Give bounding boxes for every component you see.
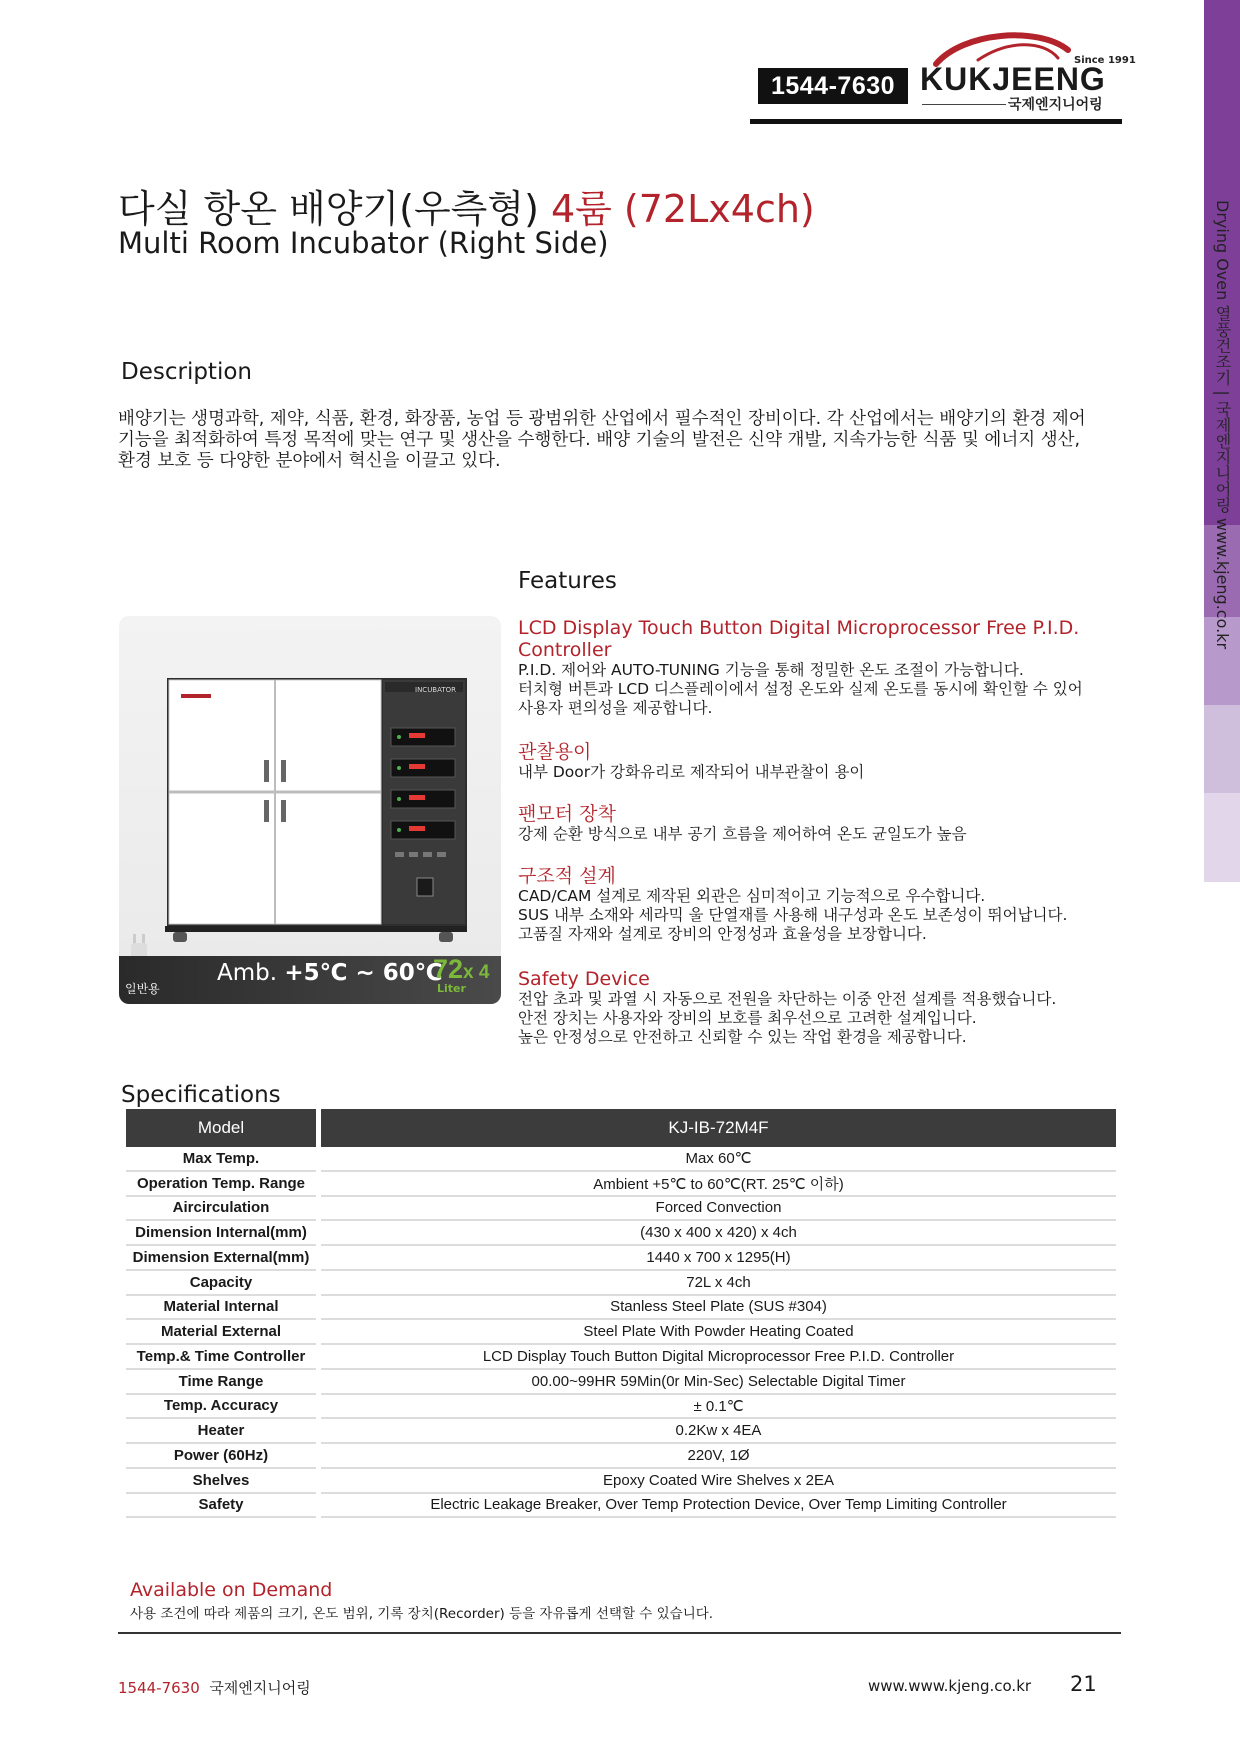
feature-item [518, 803, 1118, 844]
specifications-heading: Specifications [121, 1082, 281, 1108]
table-row [126, 1369, 1116, 1394]
product-image [119, 616, 501, 1004]
feature-item [518, 617, 1118, 718]
logo-subtitle: 국제엔지니어링 [1008, 97, 1103, 113]
spec-label: Time Range [126, 1369, 316, 1394]
side-tab-segment [1204, 705, 1240, 793]
title-ko-accent: 4룸 (72Lx4ch) [550, 187, 815, 231]
feature-line: P.I.D. 제어와 AUTO-TUNING 기능을 통해 정밀한 온도 조절이 가능합니다. [518, 661, 1024, 679]
feature-title: Safety Device [518, 968, 650, 990]
table-row [126, 1468, 1116, 1493]
table-row [126, 1319, 1116, 1344]
table-row [126, 1147, 1116, 1171]
feature-line: 사용자 편의성을 제공합니다. [518, 699, 713, 717]
spec-value: 1440 x 700 x 1295(H) [321, 1245, 1116, 1270]
capacity-mult: x 4 [463, 962, 490, 983]
spec-value: Electric Leakage Breaker, Over Temp Protection Device, Over Temp Limiting Controller [321, 1493, 1116, 1518]
amb-value: +5℃ ~ 60℃ [284, 960, 443, 986]
footer-url[interactable]: www.www.kjeng.co.kr [868, 1677, 1032, 1695]
feature-line: 높은 안정성으로 안전하고 신뢰할 수 있는 작업 환경을 제공합니다. [518, 1028, 967, 1046]
feature-line: 강제 순환 방식으로 내부 공기 흐름을 제어하여 온도 균일도가 높음 [518, 825, 967, 843]
feature-title: 구조적 설계 [518, 865, 616, 887]
panel-label: INCUBATOR [415, 686, 457, 694]
badge-general-use: 일반용 [125, 982, 160, 996]
page-number: 21 [1070, 1672, 1097, 1696]
feature-title: 팬모터 장착 [518, 803, 616, 825]
side-tab-text: Drying Oven 열풍건조기 | 국제엔지니어링 www.kjeng.co.kr [1213, 200, 1232, 650]
footer-company: 국제엔지니어링 [209, 1679, 311, 1697]
spec-value: Steel Plate With Powder Heating Coated [321, 1319, 1116, 1344]
logo-since: Since 1991 [1074, 55, 1136, 66]
feature-title: LCD Display Touch Button Digital Microprocessor Free P.I.D. [518, 617, 1080, 639]
spec-value: 00.00~99HR 59Min(0r Min-Sec) Selectable Digital Timer [321, 1369, 1116, 1394]
spec-label: Material Internal [126, 1295, 316, 1320]
page-title-en: Multi Room Incubator (Right Side) [118, 226, 609, 260]
footer-phone: 1544-7630 [118, 1679, 200, 1697]
spec-label: Safety [126, 1493, 316, 1518]
spec-label: Dimension Internal(mm) [126, 1220, 316, 1245]
table-row [126, 1270, 1116, 1295]
spec-value: Max 60℃ [321, 1147, 1116, 1171]
spec-label: Max Temp. [126, 1147, 316, 1171]
amb-prefix: Amb. [217, 960, 285, 986]
description-line: 기능을 최적화하여 특정 목적에 맞는 연구 및 생산을 수행한다. 배양 기술의 발전은 신약 개발, 지속가능한 식품 및 에너지 생산, [118, 430, 1081, 450]
available-title: Available on Demand [130, 1579, 333, 1601]
header-phone: 1544-7630 [758, 68, 908, 104]
table-row [126, 1344, 1116, 1369]
spec-header-row [126, 1109, 1116, 1147]
footer-contact [118, 1677, 311, 1698]
feature-line: 터치형 버튼과 LCD 디스플레이에서 설정 온도와 실제 온도를 동시에 확인할 수 있어 [518, 680, 1083, 698]
spec-value: Epoxy Coated Wire Shelves x 2EA [321, 1468, 1116, 1493]
logo-wordmark: KUKJEENG [920, 61, 1106, 97]
feature-line: CAD/CAM 설계로 제작된 외관은 심미적이고 기능적으로 우수합니다. [518, 887, 986, 905]
feature-title: Controller [518, 639, 612, 661]
available-body: 사용 조건에 따라 제품의 크기, 온도 범위, 기록 장치(Recorder) 등을 자유롭게 선택할 수 있습니다. [130, 1606, 714, 1622]
spec-value: Stanless Steel Plate (SUS #304) [321, 1295, 1116, 1320]
feature-line: SUS 내부 소재와 세라믹 울 단열재를 사용해 내구성과 온도 보존성이 뛰어납니다. [518, 906, 1068, 924]
feature-line: 전압 초과 및 과열 시 자동으로 전원을 차단하는 이중 안전 설계를 적용했습니다. [518, 990, 1057, 1008]
spec-value: ± 0.1℃ [321, 1394, 1116, 1419]
side-tab [1204, 0, 1240, 882]
footer-rule [118, 1632, 1121, 1634]
spec-label: Heater [126, 1418, 316, 1443]
feature-item [518, 968, 1118, 1047]
spec-label: Material External [126, 1319, 316, 1344]
table-row [126, 1418, 1116, 1443]
feature-line: 고품질 자재와 설계로 장비의 안정성과 효율성을 보장합니다. [518, 925, 927, 943]
side-tab-segment [1204, 793, 1240, 882]
feature-line: 내부 Door가 강화유리로 제작되어 내부관찰이 용이 [518, 763, 865, 781]
page-title-ko [118, 178, 815, 233]
capacity-unit: Liter [437, 982, 466, 995]
spec-label: Aircirculation [126, 1196, 316, 1221]
spec-value: 72L x 4ch [321, 1270, 1116, 1295]
spec-value: 220V, 1Ø [321, 1443, 1116, 1468]
table-row [126, 1295, 1116, 1320]
table-row [126, 1220, 1116, 1245]
feature-item [518, 741, 1118, 782]
table-row [126, 1493, 1116, 1518]
incubator-illustration-icon [119, 616, 501, 1004]
spec-label: Temp. Accuracy [126, 1394, 316, 1419]
capacity-badge [433, 954, 489, 985]
spec-value: Forced Convection [321, 1196, 1116, 1221]
spec-table [126, 1109, 1116, 1518]
description-line: 환경 보호 등 다양한 분야에서 혁신을 이끌고 있다. [118, 451, 501, 471]
logo-underline [922, 104, 1006, 105]
spec-value: 0.2Kw x 4EA [321, 1418, 1116, 1443]
spec-label: Capacity [126, 1270, 316, 1295]
feature-item [518, 865, 1118, 944]
feature-line: 안전 장치는 사용자와 장비의 보호를 최우선으로 고려한 설계입니다. [518, 1009, 977, 1027]
spec-label: Operation Temp. Range [126, 1171, 316, 1196]
spec-label: Dimension External(mm) [126, 1245, 316, 1270]
features-heading: Features [518, 568, 617, 594]
table-row [126, 1443, 1116, 1468]
table-row [126, 1394, 1116, 1419]
spec-value: Ambient +5℃ to 60℃(RT. 25℃ 이하) [321, 1171, 1116, 1196]
spec-header-value: KJ-IB-72M4F [321, 1109, 1116, 1147]
capacity-value: 72 [433, 954, 464, 984]
spec-value: LCD Display Touch Button Digital Microprocessor Free P.I.D. Controller [321, 1344, 1116, 1369]
spec-header-label: Model [126, 1109, 316, 1147]
spec-label: Temp.& Time Controller [126, 1344, 316, 1369]
table-row [126, 1171, 1116, 1196]
amb-range [217, 960, 443, 986]
header-rule [750, 119, 1122, 124]
feature-title: 관찰용이 [518, 741, 592, 763]
description-heading: Description [121, 359, 252, 385]
spec-value: (430 x 400 x 420) x 4ch [321, 1220, 1116, 1245]
table-row [126, 1196, 1116, 1221]
title-ko-main: 다실 항온 배양기(우측형) [118, 187, 551, 231]
spec-label: Power (60Hz) [126, 1443, 316, 1468]
spec-label: Shelves [126, 1468, 316, 1493]
table-row [126, 1245, 1116, 1270]
description-line: 배양기는 생명과학, 제약, 식품, 환경, 화장품, 농업 등 광범위한 산업에서 필수적인 장비이다. 각 산업에서는 배양기의 환경 제어 [118, 409, 1086, 429]
description-body [118, 409, 1128, 472]
